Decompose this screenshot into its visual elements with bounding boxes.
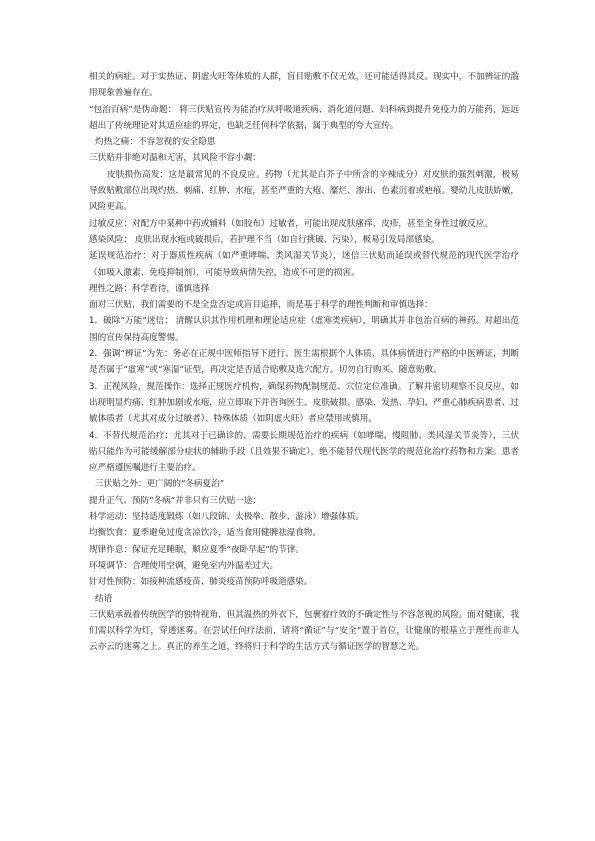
list-item-number: 1. xyxy=(89,316,98,327)
list-item-number: 2. xyxy=(89,349,98,360)
paragraph-infection: 感染风险： 皮肤出现水疱或破损后，若护理不当（如自行挑破、污染），极易引发局部感染。 xyxy=(89,234,440,245)
list-item-text: 不替代规范治疗：尤其对于已确诊的、需要长期规范治疗的疾病（如哮喘、慢阻肺、类风湿关节炎等），三伏贴只能作为可能缓解部分症状的辅助手段（且效果不确定），绝不能替代现代医学的规范化治疗药物和方案。患者应严格遵医嘱进行主要治疗。 xyxy=(89,430,519,474)
list-item-text: 破除“万能”迷信： 清醒认识其作用机理和理论适应症（虚寒类疾病），明确其并非包治百病的神药。对超出范围的宣传保持高度警惕。 xyxy=(89,316,519,343)
paragraph-beyond-intro: 提升正气、预防“冬病”并非只有三伏贴一途： xyxy=(89,495,262,506)
section-heading-rational: 理性之路：科学看待，谨慎选择 xyxy=(89,283,210,294)
list-item xyxy=(89,379,519,428)
list-item xyxy=(89,313,519,346)
paragraph-conclusion: 三伏贴承载着传统医学的独特视角，但其温热的外衣下，包裹着疗效的不确定性与不容忽视的风险。面对健康，我们需以科学为灯，穿透迷雾。在尝试任何疗法前，请将“循证”与“安全”置于首位，让健康的根基立于理性而非人云亦云的迷雾之上。真正的养生之道，终将归于科学的生活方式与循证医学的智慧之光。 xyxy=(89,609,519,653)
paragraph-false-claim: “包治百病”是伪命题： 将三伏贴宣传为能治疗从呼吸道疾病、消化道问题、妇科病到提升免疫力的万能药，远远超出了传统理论对其适应症的界定，也缺乏任何科学依据，属于典型的夸大宣传。 xyxy=(89,104,519,131)
list-item xyxy=(89,346,519,379)
section-heading-risk: 灼热之痛：不容忽视的安全隐患 xyxy=(95,137,216,148)
list-item-text: 强调“辨证”为先：务必在正规中医师指导下进行。医生需根据个人体质、具体病情进行严格的中医辨证，判断是否属于“虚寒”或“寒湿”证型，再决定是否适合贴敷及选穴配方。切勿自行购买、随意贴敷。 xyxy=(89,349,519,376)
paragraph-exercise: 科学运动：坚持适度锻炼（如八段锦、太极拳、散步、游泳）增强体质。 xyxy=(89,512,365,523)
paragraph-skin-burn: 皮肤损伤高发：这是最常见的不良反应。药物（尤其是白芥子中所含的辛辣成分）对皮肤的强烈刺激，极易导致贴敷部位出现灼热、刺痛、红肿、水疱，甚至严重的大疱、糜烂、渗出、色素沉着或疤痕。婴幼儿皮肤娇嫩，风险更高。 xyxy=(89,169,519,213)
paragraph-intro-tail: 相关的病症。对于实热证、阴虚火旺等体质的人群，盲目贴敷不仅无效，还可能适得其反。现实中，不加辨证的滥用现象普遍存在。 xyxy=(89,72,519,99)
list-item xyxy=(89,428,519,477)
section-heading-beyond: 三伏贴之外：更广阔的“冬病夏治” xyxy=(95,479,225,490)
list-item-text: 正视风险，规范操作：选择正规医疗机构，确保药物配制规范、穴位定位准确。了解并密切观察不良反应，如出现明显灼痛、红肿加剧或水疱，应立即取下并咨询医生。皮肤破损、感染、发热、孕妇、严重心肺疾病患者、过敏体质者（尤其对成分过敏者）、特殊体质（如阴虚火旺）者应禁用或慎用。 xyxy=(89,381,519,425)
paragraph-prevention: 针对性预防：如接种流感疫苗、肺炎疫苗预防呼吸道感染。 xyxy=(89,577,313,588)
paragraph-sleep: 规律作息：保证充足睡眠，顺应夏季“夜卧早起”的节律。 xyxy=(89,544,305,555)
paragraph-diet: 均衡饮食：夏季避免过度贪凉饮冷，适当食用健脾祛湿食物。 xyxy=(89,528,322,539)
list-item-number: 3. xyxy=(89,381,98,392)
paragraph-risk-intro: 三伏贴并非绝对温和无害，其风险不容小觑： xyxy=(89,153,261,164)
paragraph-environment: 环境调节：合理使用空调，避免室内外温差过大。 xyxy=(89,560,279,571)
document-page xyxy=(89,69,519,656)
paragraph-allergy: 过敏反应：对配方中某种中药或辅料（如胶布）过敏者，可能出现皮肤瘙痒、皮疹，甚至全身性过敏反应。 xyxy=(89,218,493,229)
list-item-number: 4. xyxy=(89,430,98,441)
paragraph-rational-intro: 面对三伏贴，我们需要的不是全盘否定或盲目追捧，而是基于科学的理性判断和审慎选择： xyxy=(89,300,433,311)
section-heading-conclusion: 结语 xyxy=(95,593,113,604)
paragraph-delay-treatment: 延误规范治疗：对于器质性疾病（如严重哮喘、类风湿关节炎），迷信三伏贴而延误或替代规范的现代医学治疗（如吸入激素、免疫抑制剂），可能导致病情失控，造成不可逆的损害。 xyxy=(89,251,519,278)
